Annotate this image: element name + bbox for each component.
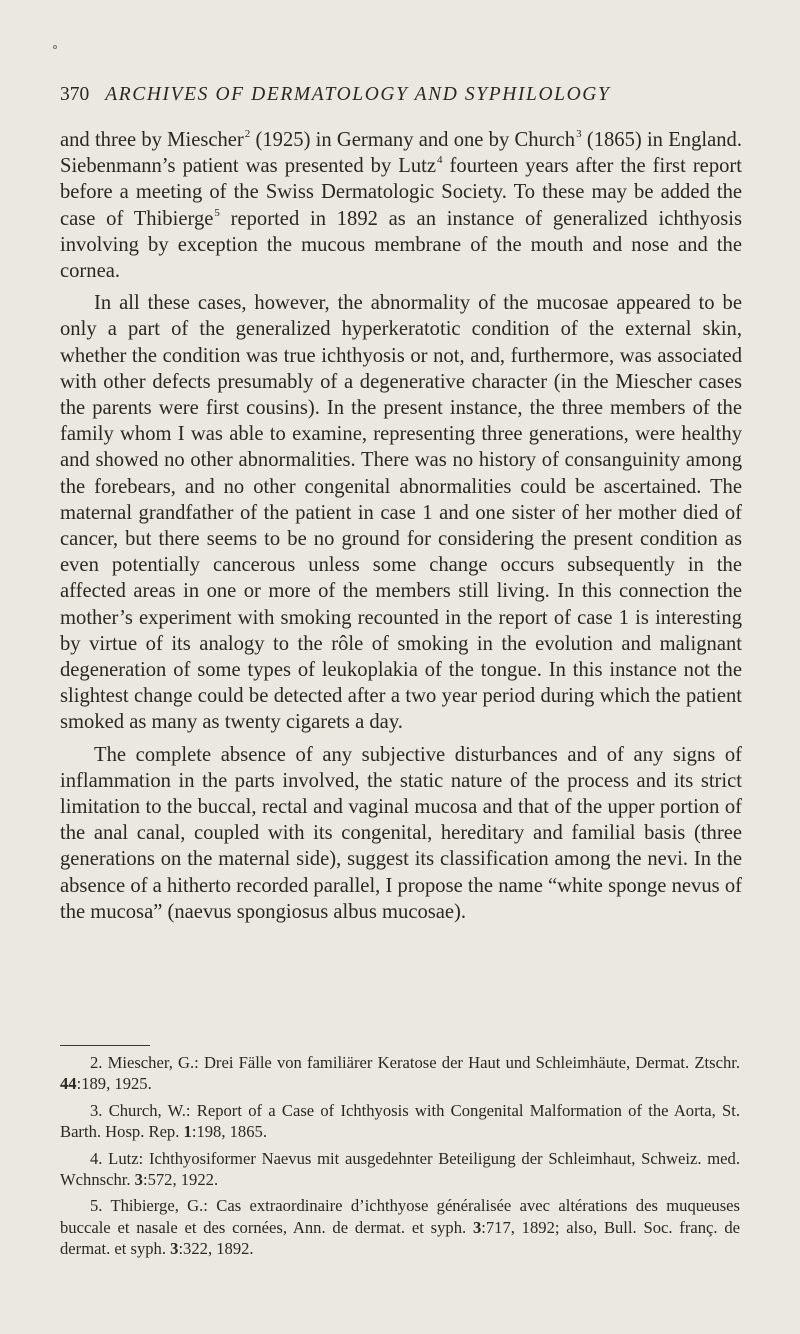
footnote-5-volume: 3 [472,1217,482,1237]
page-number: 370 [60,84,90,105]
para1-text-a: and three by Miescher [60,129,244,151]
footnote-5-pages: :717, 1892; also, Bull. Soc. franç. de dermat. et syph. [60,1217,740,1259]
para1-text-d: fourteen years after the first report before a meeting of the Swiss Dermatologic Society. To these may be added the case of Thibierge [60,155,742,230]
paragraph-1 [60,127,742,284]
footnote-2-text: 2. Miescher, G.: Drei Fälle von familiärer Keratose der Haut und Schleimhäute, Dermat. Ztschr. [90,1053,740,1072]
footnote-2 [60,1052,740,1095]
footnote-5-text: 5. Thibierge, G.: Cas extraordinaire d’ichthyose généralisée avec altérations des muqueuses buccale et nasale et des cornées, Ann. de dermat. et syph. [60,1196,740,1237]
footnote-3-text: 3. Church, W.: Report of a Case of Ichthyosis with Congenital Malformation of the Aorta, St. Barth. Hosp. Rep. [60,1100,740,1142]
article-body [60,127,742,925]
footnote-3-pages: :198, 1865. [191,1122,267,1142]
footnote-4-volume: 3 [134,1170,143,1190]
journal-title: ARCHIVES OF DERMATOLOGY AND SYPHILOLOGY [105,84,611,105]
paragraph-2: In all these cases, however, the abnormality of the mucosae appeared to be only a part of the generalized hyperkeratotic condition of the external skin, whether the condition was true ichthyosis or not, and, furthermore, was associated with other defects presumably of a degenerative character (in the Miescher cases the parents were first cousins). In the present instance, the three members of the family whom I was able to examine, representing three generations, were healthy and showed no other abnormalities. There was no history of consanguinity among the forebears, and no other congenital abnormalities could be ascertained. The maternal grandfather of the patient in case 1 and one sister of her mother died of cancer, but there seems to be no ground for considering the present condition as even potentially cancerous unless some change occurs subsequently in the affected areas in one or more of the members still living. In this connection the mother’s experiment with smoking recounted in the report of case 1 is interesting by virtue of its analogy to the rôle of smoking in the evolution and malignant degeneration of some types of leukoplakia of the tongue. In this instance not the slightest change could be detected after a two year period during which the patient smoked as many as twenty cigarets a day. [60,292,742,734]
page-speck [53,45,57,49]
footnote-3-volume: 1 [183,1122,192,1142]
running-header [60,84,750,106]
footnote-5 [60,1195,740,1259]
para1-text-e: reported in 1892 as an instance of generalized ichthyosis involving by exception the mucous membrane of the mouth and nose and the cornea. [60,207,742,283]
footnote-2-pages: :189, 1925. [76,1074,152,1094]
footnotes [60,1052,740,1265]
paragraph-3: The complete absence of any subjective disturbances and of any signs of inflammation in the parts involved, the static nature of the process and its strict limitation to the buccal, rectal and vaginal mucosa and that of the upper portion of the anal canal, coupled with its congenital, hereditary and familial basis (three generations on the maternal side), suggest its classification among the nevi. In the absence of a hitherto recorded parallel, I propose the name “white sponge nevus of the mucosa” (naevus spongiosus albus mucosae). [60,743,742,923]
para1-text-b: (1925) in Germany and one by Church [250,129,576,151]
footnote-5-volume-2: 3 [170,1239,179,1259]
footnote-4-text: 4. Lutz: Ichthyosiformer Naevus mit ausgedehnter Beteiligung der Schleimhaut, Schweiz. med. Wchnschr. [60,1148,740,1190]
para1-text-c: (1865) in England. Siebenmann’s patient was presented by Lutz [60,129,742,178]
reference-marker-3: 3 [576,128,582,140]
footnote-2-volume: 44 [60,1074,77,1094]
footnote-5-pages-2: :322, 1892. [178,1239,254,1259]
reference-marker-5: 5 [214,206,220,219]
footnote-divider [60,1045,150,1046]
reference-marker-2: 2 [244,128,251,140]
footnote-4-pages: :572, 1922. [142,1170,219,1190]
footnote-3 [60,1100,740,1143]
reference-marker-4: 4 [437,154,443,167]
footnote-4 [60,1148,740,1191]
